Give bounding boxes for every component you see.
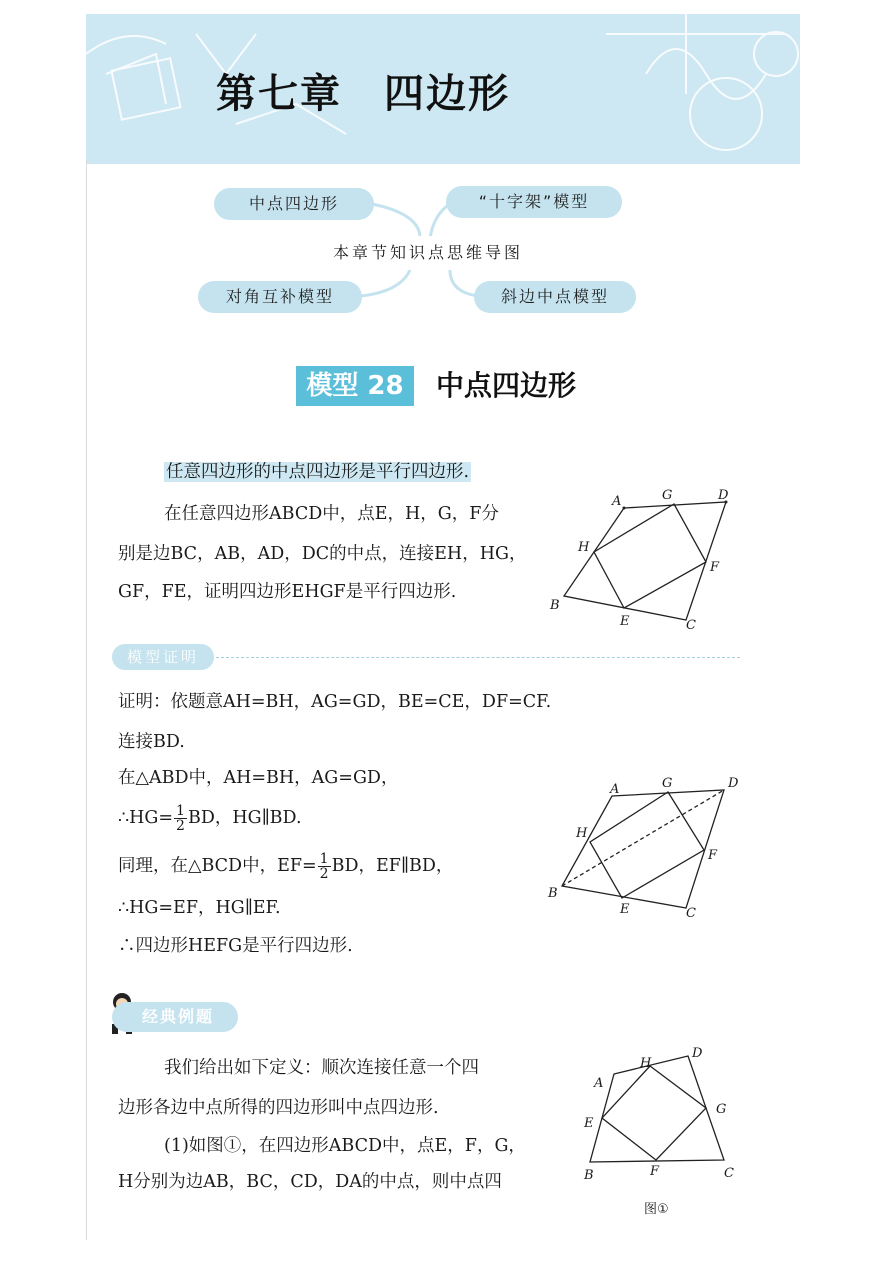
proof-line-5 (118, 852, 453, 881)
highlight-text: 任意四边形的中点四边形是平行四边形. (166, 462, 470, 482)
figure-2-quadrilateral (540, 770, 760, 930)
fraction-half-2 (318, 852, 331, 881)
fig2-label-h: H (576, 826, 588, 841)
fig3-label-h: H (640, 1056, 652, 1071)
example-line-3: (1)如图①，在四边形ABCD中，点E，F，G， (164, 1136, 526, 1156)
example-line-2: 边形各边中点所得的四边形叫中点四边形. (118, 1098, 439, 1118)
example-line-1: 我们给出如下定义：顺次连接任意一个四 (164, 1058, 479, 1078)
fig1-label-e: E (620, 614, 630, 629)
proof-section-label: 模型证明 (112, 644, 214, 670)
fig3-label-c: C (724, 1166, 734, 1181)
figure-1-quadrilateral (540, 482, 760, 642)
mind-map-node-cross-model: “十字架”模型 (446, 186, 622, 218)
fig1-label-a: A (612, 494, 622, 509)
fig1-label-g: G (662, 488, 673, 503)
mind-map-node-midpoint-quad: 中点四边形 (214, 188, 374, 220)
fig2-label-g: G (662, 776, 673, 791)
chapter-title: 第七章 四边形 (216, 71, 510, 117)
proof-line-3: 在△ABD中，AH=BH，AG=GD， (118, 768, 399, 788)
fig2-label-e: E (620, 902, 630, 917)
mind-map-node-hypotenuse-model: 斜边中点模型 (474, 281, 636, 313)
fig3-label-d: D (692, 1046, 703, 1061)
intro-line-3: GF，FE，证明四边形EHGF是平行四边形. (118, 582, 457, 602)
fraction-denominator: 2 (176, 818, 185, 834)
fig1-label-h: H (578, 540, 590, 555)
fig3-label-e: E (584, 1116, 594, 1131)
proof-line-4 (118, 804, 302, 833)
example-line-4: H分别为边AB，BC，CD，DA的中点，则中点四 (118, 1172, 502, 1192)
fig2-label-c: C (686, 906, 696, 921)
proof-line-7: ∴四边形HEFG是平行四边形. (118, 936, 353, 956)
proof-line-5-pre: 同理，在△BCD中，EF= (118, 856, 317, 876)
section-divider (216, 657, 740, 658)
fraction-numerator: 1 (319, 851, 329, 867)
intro-line-2: 别是边BC，AB，AD，DC的中点，连接EH，HG， (118, 544, 527, 564)
mind-map-connectors (0, 0, 884, 340)
fraction-half (174, 804, 187, 833)
fig2-label-b: B (548, 886, 558, 901)
fig2-label-a: A (610, 782, 620, 797)
fig3-label-a: A (594, 1076, 604, 1091)
proof-line-4-post: BD，HG∥BD. (187, 808, 302, 828)
fig3-label-g: G (716, 1102, 727, 1117)
fig1-label-f: F (710, 560, 720, 575)
proof-line-6: ∴HG=EF，HG∥EF. (118, 898, 281, 918)
model-tag: 模型 28 (296, 366, 414, 406)
mind-map-center: 本章节知识点思维导图 (312, 236, 544, 270)
proof-line-1: 证明：依题意AH=BH，AG=GD，BE=CE，DF=CF. (118, 692, 552, 712)
mind-map-node-diagonal-model: 对角互补模型 (198, 281, 362, 313)
intro-highlight (164, 460, 471, 484)
fraction-denominator: 2 (319, 866, 329, 882)
fig3-label-b: B (584, 1168, 594, 1183)
fraction-numerator: 1 (176, 803, 185, 819)
model-name: 中点四边形 (436, 369, 577, 402)
fig1-label-d: D (718, 488, 729, 503)
proof-line-2: 连接BD. (118, 732, 185, 752)
intro-line-1: 在任意四边形ABCD中，点E，H，G，F分 (164, 504, 499, 524)
fig3-label-f: F (650, 1164, 660, 1179)
example-badge: 经典例题 (112, 1002, 238, 1032)
fig2-label-f: F (708, 848, 718, 863)
fig2-label-d: D (728, 776, 739, 791)
proof-line-5-post: BD，EF∥BD， (331, 856, 454, 876)
fig1-label-b: B (550, 598, 560, 613)
proof-line-4-pre: ∴HG= (118, 808, 174, 828)
fig3-caption: 图① (644, 1202, 669, 1217)
fig1-label-c: C (686, 618, 696, 633)
